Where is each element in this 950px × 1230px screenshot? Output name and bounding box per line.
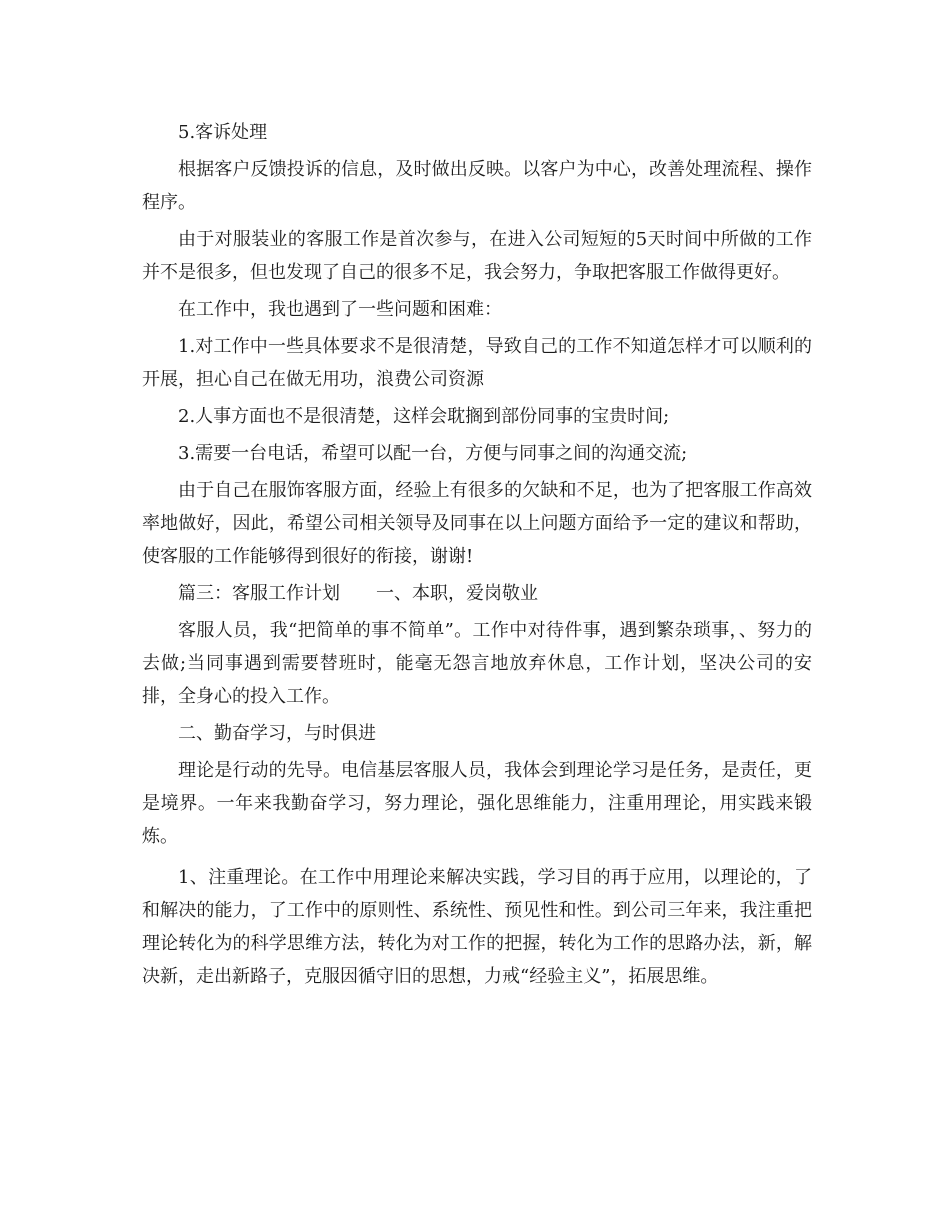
list-item: 2.人事方面也不是很清楚，这样会耽搁到部份同事的宝贵时间; <box>178 406 670 427</box>
paragraph: 1、注重理论。在工作中用理论来解决实践，学习目的再于应用，以理论的，了和解决的能力，了工作中的原则性、系统性、预见性和性。到公司三年来，我注重把理论转化为的科学思维方法，转化为对工作的把握，转化为工作的思路办法，新，解决新，走出新路子，克服因循守旧的思想，力戒“经验主义”，拓展思维。 <box>142 867 812 987</box>
section-heading: 二、勤奋学习，与时俱进 <box>178 723 376 744</box>
list-item: 1.对工作中一些具体要求不是很清楚，导致自己的工作不知道怎样才可以顺利的开展，担心自己在做无用功，浪费公司资源 <box>142 336 812 390</box>
paragraph: 客服人员，我“把简单的事不简单”。工作中对待件事，遇到繁杂琐事，、努力的去做;当同事遇到需要替班时，能毫无怨言地放弃休息，工作计划，坚决公司的安排，全身心的投入工作。 <box>142 620 812 707</box>
paragraph: 根据客户反馈投诉的信息，及时做出反映。以客户为中心，改善处理流程、操作程序。 <box>142 159 812 213</box>
paragraph: 由于自己在服饰客服方面，经验上有很多的欠缺和不足，也为了把客服工作高效率地做好，因此，希望公司相关领导及同事在以上问题方面给予一定的建议和帮助，使客服的工作能够得到很好的衔接，谢谢! <box>142 480 812 567</box>
paragraph: 理论是行动的先导。电信基层客服人员，我体会到理论学习是任务，是责任，更是境界。一年来我勤奋学习，努力理论，强化思维能力，注重用理论，用实践来锻炼。 <box>142 760 812 847</box>
paragraph: 由于对服装业的客服工作是首次参与，在进入公司短短的5天时间中所做的工作并不是很多，但也发现了自己的很多不足，我会努力，争取把客服工作做得更好。 <box>142 229 812 283</box>
chapter-subtitle: 一、本职，爱岗敬业 <box>376 583 538 604</box>
chapter-title: 篇三：客服工作计划 <box>178 583 340 604</box>
document-body <box>142 116 812 993</box>
paragraph: 在工作中，我也遇到了一些问题和困难： <box>178 299 502 320</box>
section-heading-complaints: 5.客诉处理 <box>178 122 268 143</box>
list-item: 3.需要一台电话，希望可以配一台，方便与同事之间的沟通交流; <box>178 443 688 464</box>
chapter-heading <box>142 577 812 610</box>
